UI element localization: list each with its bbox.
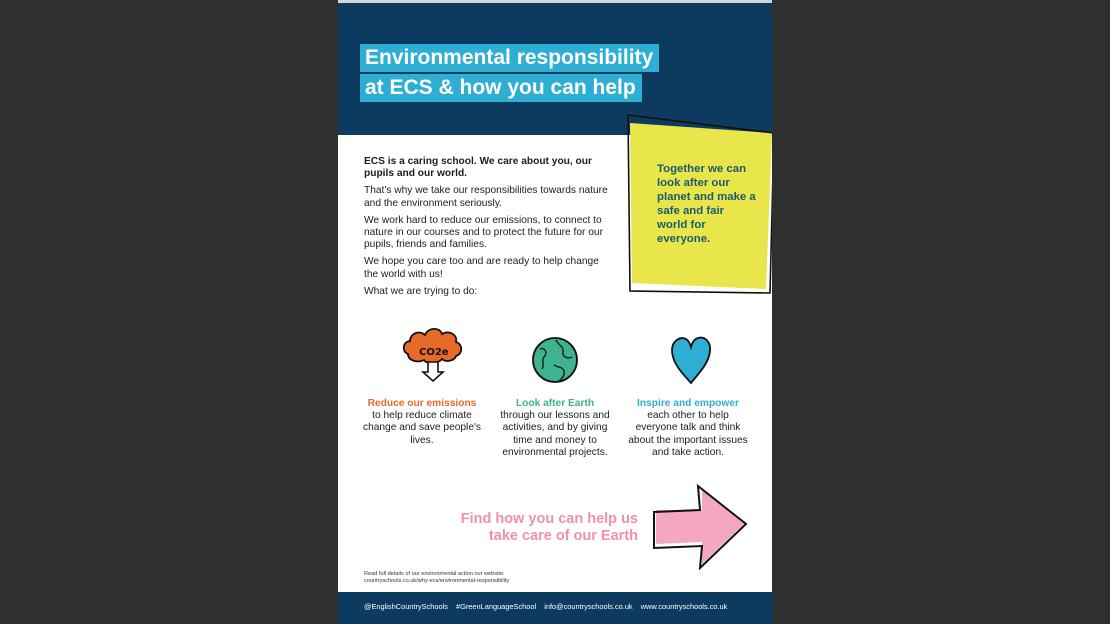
title-line-2: at ECS & how you can help	[360, 74, 642, 102]
goal-text: each other to help everyone talk and think about the important issues and take action.	[628, 410, 748, 458]
intro-paragraph-4: What we are trying to do:	[364, 285, 478, 297]
document-page	[338, 0, 772, 624]
intro-paragraph-3: We hope you care too and are ready to help change the world with us!	[364, 256, 599, 280]
arrow-right-icon	[652, 484, 748, 575]
footer-social-handle[interactable]: @EnglishCountrySchools	[364, 602, 448, 611]
title-line-1: Environmental responsibility	[360, 44, 659, 72]
goal-heading: Look after Earth	[515, 398, 595, 409]
goal-heading: Reduce our emissions	[367, 398, 477, 409]
callout-box	[626, 113, 772, 298]
intro-lead: ECS is a caring school. We care about you, our pupils and our world.	[364, 156, 592, 180]
footer-items	[364, 602, 733, 611]
intro-paragraph-1: That's why we take our responsibilities towards nature and the environment seriously.	[364, 185, 608, 209]
goal-inspire-empower	[625, 398, 751, 459]
footer-hashtag[interactable]: #GreenLanguageSchool	[455, 602, 537, 611]
goal-reduce-emissions	[359, 398, 485, 447]
fine-print-line-1: Read full details of our environmental action our website:	[364, 571, 505, 577]
fine-print-link[interactable]: countryschools.co.uk/why-ecs/environmental-responsibility	[364, 578, 510, 584]
goal-text: to help reduce climate change and save people's lives.	[362, 410, 482, 446]
footer-website[interactable]: www.countryschools.co.uk	[640, 602, 728, 611]
cta-line-2: take care of our Earth	[488, 528, 638, 544]
call-to-action[interactable]	[442, 511, 638, 545]
earth-globe-icon	[530, 335, 580, 390]
co2-cloud-icon	[400, 326, 464, 389]
co2-label: CO2e	[419, 347, 449, 358]
heart-icon	[668, 333, 714, 392]
footer-bar	[338, 592, 772, 624]
fine-print	[364, 571, 509, 585]
goal-text: through our lessons and activities, and by giving time and money to environmental projects.	[500, 410, 610, 458]
footer-email[interactable]: info@countryschools.co.uk	[544, 602, 633, 611]
goal-look-after-earth	[492, 398, 618, 459]
cta-line-1: Find how you can help us	[460, 511, 638, 527]
callout-text: Together we can look after our planet and make a safe and fair world for everyone.	[657, 163, 756, 245]
intro-paragraph-2: We work hard to reduce our emissions, to connect to nature in our courses and to protect the future for our pupils, friends and families.	[364, 214, 603, 251]
intro-text	[364, 156, 608, 303]
goal-heading: Inspire and empower	[637, 398, 739, 409]
